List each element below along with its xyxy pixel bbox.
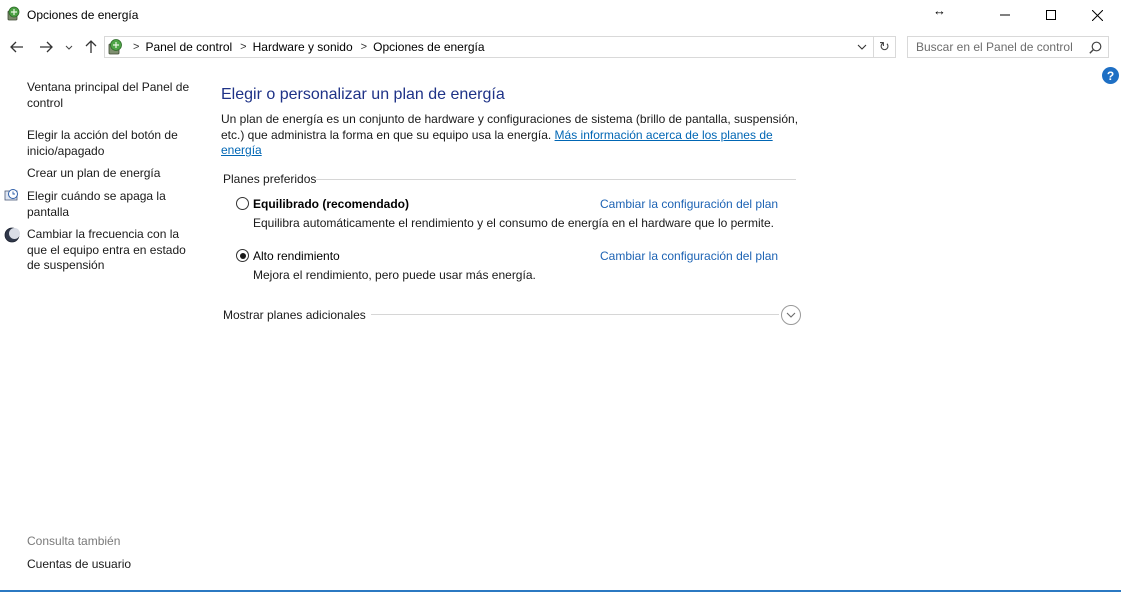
arrow-right-icon — [39, 41, 53, 53]
back-button[interactable] — [6, 36, 28, 58]
recent-locations-button[interactable] — [60, 36, 78, 58]
plan-high-performance-radio[interactable] — [236, 249, 249, 262]
show-additional-plans-label[interactable]: Mostrar planes adicionales — [223, 308, 366, 322]
arrow-left-icon — [10, 41, 24, 53]
description-text: Un plan de energía es un conjunto de hardware y configuraciones de sistema (brillo de pantalla, suspensión, etc.) que administra la forma en que su equipo usa la energía. — [221, 112, 799, 142]
chevron-down-icon — [65, 45, 73, 50]
control-panel-icon — [107, 38, 125, 56]
breadcrumb-hardware-sound[interactable]: Hardware y sonido — [252, 40, 353, 54]
sidebar-item-power-button-action[interactable]: Elegir la acción del botón de inicio/apagado — [27, 128, 178, 158]
address-dropdown-button[interactable] — [855, 40, 869, 54]
plan-balanced-settings-link[interactable]: Cambiar la configuración del plan — [600, 197, 779, 211]
maximize-button[interactable] — [1028, 0, 1074, 30]
section-divider — [371, 314, 779, 315]
breadcrumb-separator-icon: > — [240, 41, 247, 53]
see-also-user-accounts[interactable]: Cuentas de usuario — [27, 557, 132, 571]
plan-high-performance-description: Mejora el rendimiento, pero puede usar más energía. — [253, 268, 536, 282]
plan-high-performance-name[interactable]: Alto rendimiento — [253, 249, 340, 263]
breadcrumb-separator-icon: > — [133, 41, 140, 53]
sidebar-item-sleep-frequency[interactable]: Cambiar la frecuencia con la que el equipo entra en estado de suspensión — [27, 227, 186, 272]
arrow-up-icon — [85, 40, 97, 54]
minimize-icon — [1000, 10, 1010, 20]
section-divider — [316, 179, 796, 180]
power-options-icon — [6, 6, 22, 22]
clock-monitor-icon — [4, 188, 20, 204]
refresh-button[interactable] — [874, 36, 896, 58]
plan-high-performance-settings-link[interactable]: Cambiar la configuración del plan — [600, 249, 779, 263]
more-info-link[interactable]: Más información acerca de los planes de energía — [221, 127, 773, 157]
sidebar-item-create-plan[interactable]: Crear un plan de energía — [27, 166, 161, 180]
up-button[interactable] — [80, 36, 102, 58]
sidebar-item-display-off[interactable]: Elegir cuándo se apaga la pantalla — [27, 189, 166, 219]
maximize-icon — [1046, 10, 1056, 20]
breadcrumb-separator-icon: > — [360, 41, 368, 53]
page-title: Elegir o personalizar un plan de energía — [221, 86, 505, 103]
moon-icon — [4, 227, 20, 243]
refresh-icon: ↻ — [879, 39, 890, 54]
window-title: Opciones de energía — [27, 8, 139, 22]
page-description — [221, 112, 801, 159]
chevron-down-icon — [857, 44, 867, 50]
resize-indicator-icon: ↔ — [933, 3, 946, 18]
address-bar[interactable] — [104, 36, 874, 58]
preferred-plans-label: Planes preferidos — [223, 172, 317, 186]
plan-balanced-radio[interactable] — [236, 197, 249, 210]
search-icon — [1089, 41, 1102, 54]
plan-balanced-description: Equilibra automáticamente el rendimiento y el consumo de energía en el hardware que lo permite. — [253, 216, 774, 230]
sidebar-item-control-panel-home[interactable]: Ventana principal del Panel de control — [27, 80, 190, 110]
minimize-button[interactable] — [982, 0, 1028, 30]
chevron-down-icon — [786, 312, 796, 318]
plan-balanced-name[interactable]: Equilibrado (recomendado) — [253, 197, 410, 211]
breadcrumb-control-panel[interactable]: Panel de control — [145, 40, 233, 54]
forward-button[interactable] — [35, 36, 57, 58]
help-icon[interactable]: ? — [1102, 67, 1119, 84]
close-icon — [1092, 10, 1103, 21]
close-button[interactable] — [1074, 0, 1120, 30]
search-input[interactable] — [908, 40, 1078, 54]
search-box[interactable] — [907, 36, 1109, 58]
title-bar — [0, 0, 1121, 30]
breadcrumb-power-options[interactable]: Opciones de energía — [373, 40, 485, 54]
see-also-heading: Consulta también — [27, 534, 121, 548]
expand-additional-plans-button[interactable] — [781, 305, 801, 325]
